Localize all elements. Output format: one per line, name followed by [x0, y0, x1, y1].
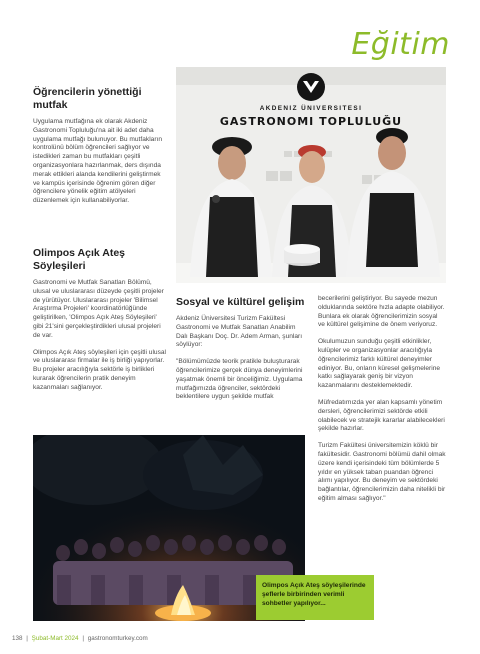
- section-student-kitchen: [33, 86, 165, 206]
- issue-date: Şubat-Mart 2024: [31, 635, 79, 642]
- paragraph-olimpos-2: Olimpos Açık Ateş söyleşileri için çeşitli ulusal ve uluslararası firmalar ile iş birliği yapıyorlar. Bu projeler aracılığıyla sektörle iş birlikleri kurarak öğrencilerin pratik deneyim kazanmaları sağlanıyor.: [33, 348, 167, 391]
- section-olimpos: [33, 247, 167, 393]
- paragraph-right-2: Okulumuzun sunduğu çeşitli etkinlikler, kulüpler ve organizasyonlar aracılığıyla öğrencilerimiz farklı kültürel deneyimler ediniyor. Bu, onların küresel gelişmelerine katkı sağlayarak geniş bir vizyon kazanmalarını desteklemektedir.: [318, 338, 441, 390]
- column-right: [318, 295, 446, 504]
- heading-student-kitchen: Öğrencilerin yönettiği mutfak: [33, 86, 142, 111]
- page-footer: [12, 635, 148, 642]
- heading-olimpos: Olimpos Açık Ateş Söyleşileri: [33, 247, 125, 272]
- paragraph-social-quote: "Bölümümüzde teorik pratikle buluşturarak öğrencilerimize gerçek dünya deneyimlerini yaşatmak önemli bir önceliğimiz. Uygulama mutfağımızda öğrenciler, sektördeki beklentilere uygun şekilde mutfak: [176, 358, 303, 401]
- page-number: 138: [12, 635, 23, 642]
- paragraph-social-intro: Akdeniz Üniversitesi Turizm Fakültesi Gastronomi ve Mutfak Sanatları Anabilim Dalı Başkanı Doç. Dr. Adem Arman, şunları söylüyor:: [176, 315, 303, 349]
- photo-kitchen-students: [176, 67, 446, 283]
- website-link[interactable]: gastronomturkey.com: [87, 635, 148, 642]
- section-title: Eğitim: [351, 27, 450, 62]
- photo-caption: Olimpos Açık Ateş söyleşilerinde şeflerle birbirinden verimli sohbetler yapılıyor...: [256, 575, 374, 620]
- heading-social-cultural: Sosyal ve kültürel gelişim: [176, 296, 305, 308]
- sign-university: AKDENIZ ÜNIVERSITESI: [259, 105, 363, 112]
- paragraph-right-1: becerilerini geliştiriyor. Bu sayede mezun olduklarında sektöre hızla adapte olabiliyor. Bunlara ek olarak öğrencilerimizin sosyal ve kültürel gelişimine de önem veriyoruz.: [318, 295, 445, 329]
- paragraph-right-4: Turizm Fakültesi üniversitemizin köklü bir fakültesidir. Gastronomi bölümü dahil olmak üzere kendi içerisindeki tüm bölümlerde 5 yıldır en yüksek taban puandan öğrenci alımı yapılıyor. Bu deneyim ve sektördeki bağlantılar, öğrencilerimizin daha nitelikli bir eğitim alması sağlıyor.": [318, 442, 446, 502]
- footer-separator-2: |: [82, 635, 84, 642]
- paragraph-olimpos-1: Gastronomi ve Mutfak Sanatları Bölümü, ulusal ve uluslararası düzeyde çeşitli projeler de yürütüyor. Uluslararası projeler 'Bilimsel Araştırma Projeleri' koordinatörlüğünde geliştirilken, 'Olimpos Açık Ateş Söyleşileri' gibi 21'sini gerçekleştirdikleri ulusal projeleri de var.: [33, 279, 164, 339]
- paragraph-student-kitchen: Uygulama mutfağına ek olarak Akdeniz Gastronomi Topluluğu'na ait iki adet daha uygulama mutfağı bulunuyor. Bu mutfakların kontrolünü bölüm öğrencileri sağlıyor ve istedikleri zaman bu mutfakları çeşitli organizasyonlara hazırlanmak, ders dışında merak ettikleri alanda kendilerini geliştirmek ve kampüs içerisinde öğrenim gören diğer öğrencilere yönelik eğitim atölyeleri düzenlemek için kullanabiliyorlar.: [33, 118, 163, 205]
- section-social-cultural: [176, 296, 309, 402]
- footer-separator: |: [26, 635, 28, 642]
- paragraph-right-3: Müfredatımızda yer alan kapsamlı yönetim dersleri, öğrencilerimizi sektörde etkili olabilecek ve stratejik kararlar alabilecekleri şekilde hazırlar.: [318, 398, 445, 433]
- sign-community: GASTRONOMI TOPLULUĞU: [219, 115, 403, 128]
